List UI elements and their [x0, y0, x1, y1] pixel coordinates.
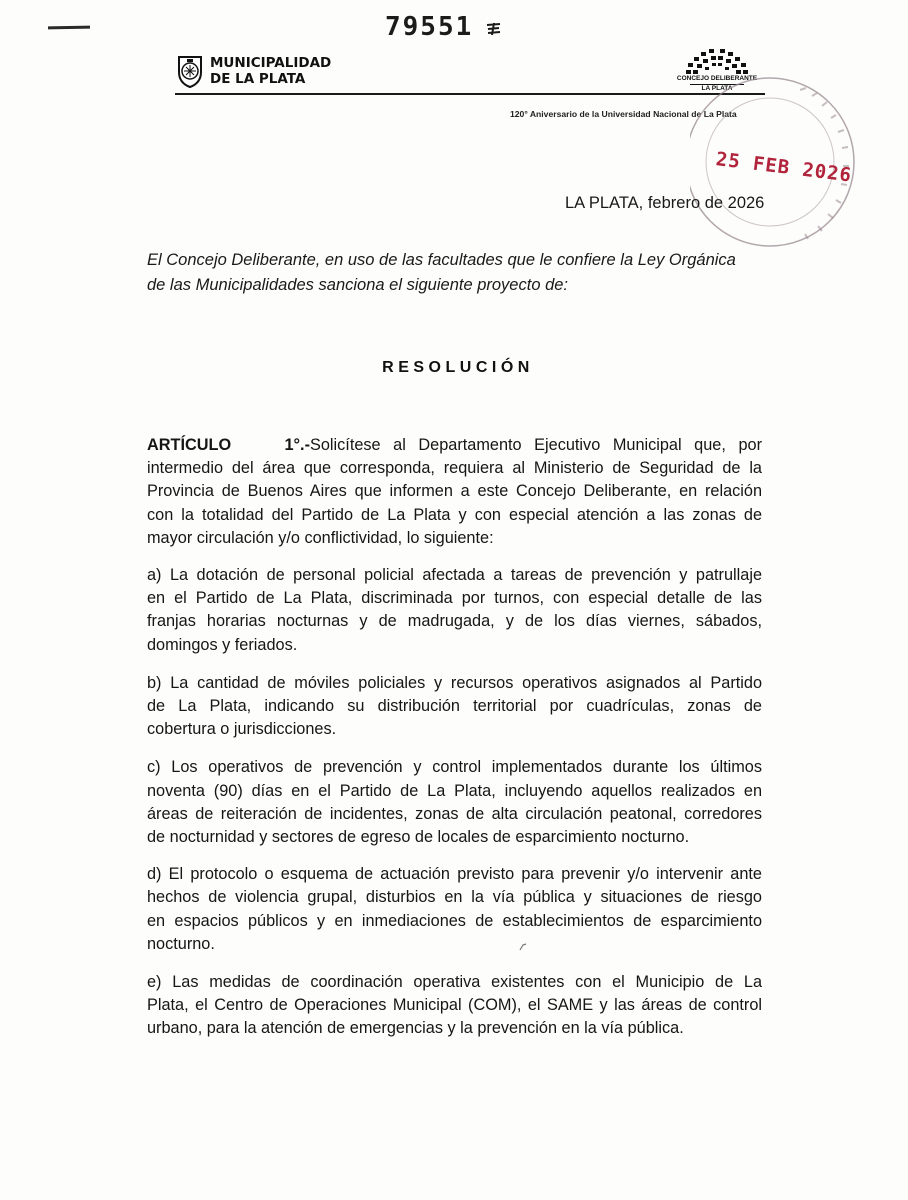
article-1 — [147, 434, 762, 1041]
handwritten-mark — [486, 22, 502, 36]
item-line: franjas horarias nocturnas y de madrugada, y de los días viernes, sábados, — [147, 612, 762, 631]
article-intro-line: intermedio del área que corresponda, requiera al Ministerio de Seguridad de la — [147, 459, 762, 478]
margin-mark — [48, 26, 90, 30]
article-intro-line — [147, 434, 762, 457]
article-heading: ARTÍCULO 1°.- — [147, 436, 310, 454]
preamble — [147, 248, 767, 298]
place-and-date: LA PLATA, febrero de 2026 — [565, 194, 765, 212]
municipality-name — [210, 55, 331, 87]
item-line: b) La cantidad de móviles policiales y recursos operativos asignados al Partido — [147, 673, 762, 692]
item-line: e) Las medidas de coordinación operativa existentes con el Municipio de La — [147, 973, 762, 992]
item-line: cobertura o jurisdicciones. — [147, 720, 337, 739]
article-item-c — [147, 756, 762, 849]
resolution-title: RESOLUCIÓN — [382, 359, 534, 376]
municipality-logo-icon — [175, 54, 205, 88]
article-item-d — [147, 863, 762, 956]
preamble-line: El Concejo Deliberante, en uso de las facultades que le confiere la Ley Orgánica — [147, 251, 736, 269]
article-intro — [147, 434, 762, 550]
item-line: nocturno. — [147, 934, 215, 953]
article-item-b — [147, 672, 762, 742]
article-intro-line: con la totalidad del Partido de La Plata y con especial atención a las zonas de — [147, 505, 762, 524]
article-item-a — [147, 564, 762, 657]
item-line: c) Los operativos de prevención y control implementados durante los últimos — [147, 758, 762, 777]
item-line: en espacios públicos y en inmediaciones de establecimientos de esparcimiento — [147, 911, 762, 930]
reception-stamp-date: 25 FEB 2026 — [714, 148, 854, 187]
ink-speck — [518, 942, 528, 952]
article-item-e — [147, 971, 762, 1041]
item-line: urbano, para la atención de emergencias y la prevención en la vía pública. — [147, 1019, 684, 1038]
document-number: 79551 — [385, 12, 474, 42]
item-line: de La Plata, indicando su distribución territorial por cuadrículas, zonas de — [147, 697, 762, 716]
preamble-line: de las Municipalidades sanciona el siguiente proyecto de: — [147, 276, 569, 294]
concejo-name-line1: CONCEJO DELIBERANTE — [676, 75, 758, 82]
item-line: Plata, el Centro de Operaciones Municipal (COM), el SAME y las áreas de control — [147, 996, 762, 1015]
article-intro-line: mayor circulación y/o conflictividad, lo siguiente: — [147, 528, 494, 547]
item-line: noventa (90) días en el Partido de La Plata, incluyendo aquellos realizados en — [147, 781, 762, 800]
item-line: de nocturnidad y sectores de egreso de locales de esparcimiento nocturno. — [147, 828, 690, 847]
concejo-name-line2: LA PLATA — [701, 85, 733, 92]
header-divider — [175, 93, 765, 95]
article-intro-text: Solicítese al Departamento Ejecutivo Municipal que, por — [310, 436, 762, 454]
municipality-name-line1: MUNICIPALIDAD — [210, 55, 332, 71]
item-line: hechos de violencia grupal, disturbios en la vía pública y situaciones de riesgo — [147, 888, 762, 907]
item-line: a) La dotación de personal policial afectada a tareas de prevención y patrullaje — [147, 566, 762, 585]
item-line: en el Partido de La Plata, discriminada por turnos, con especial detalle de las — [147, 589, 762, 608]
item-line: áreas de reiteración de incidentes, zonas de alta circulación peatonal, corredores — [147, 804, 762, 823]
anniversary-caption: 120° Aniversario de la Universidad Nacional de La Plata — [510, 109, 737, 119]
municipality-name-line2: DE LA PLATA — [210, 71, 306, 87]
item-line: domingos y feriados. — [147, 635, 298, 654]
article-intro-line: Provincia de Buenos Aires que informen a este Concejo Deliberante, en relación — [147, 482, 762, 501]
item-line: d) El protocolo o esquema de actuación previsto para prevenir y/o intervenir ante — [147, 865, 762, 884]
